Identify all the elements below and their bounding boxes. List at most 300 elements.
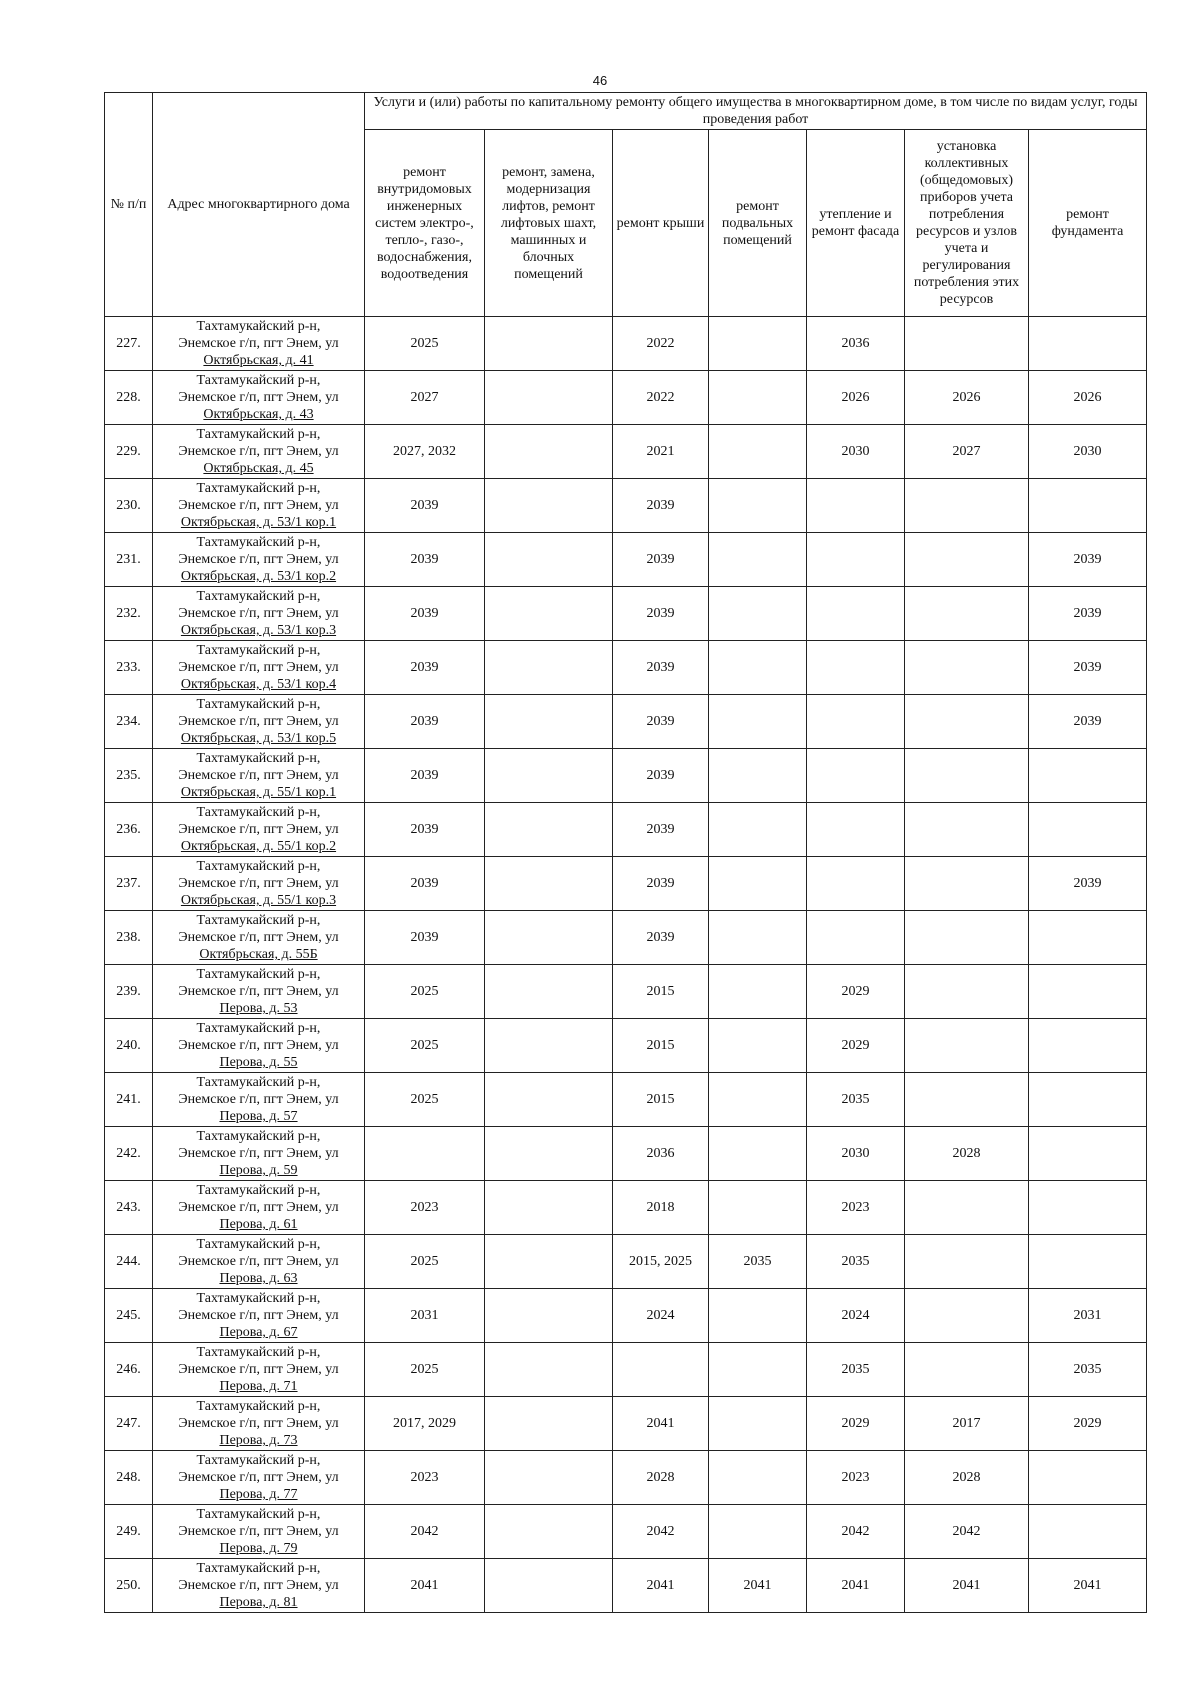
cell-basement — [709, 1127, 807, 1181]
address-line: Энемское г/п, пгт Энем, ул — [178, 660, 339, 675]
header-foundation: ремонт фундамента — [1029, 130, 1147, 317]
address-line: Тахтамукайский р-н, — [196, 1021, 321, 1036]
address-line: Перова, д. 63 — [219, 1271, 298, 1286]
row-number: 250. — [105, 1559, 153, 1613]
cell-engineering-systems: 2025 — [365, 965, 485, 1019]
row-address — [153, 641, 365, 695]
cell-facade — [807, 857, 905, 911]
table-row — [105, 965, 1147, 1019]
cell-foundation: 2039 — [1029, 641, 1147, 695]
cell-elevators — [485, 1289, 613, 1343]
address-line: Энемское г/п, пгт Энем, ул — [178, 498, 339, 513]
table-row — [105, 1235, 1147, 1289]
address-line: Энемское г/п, пгт Энем, ул — [178, 1308, 339, 1323]
row-number: 238. — [105, 911, 153, 965]
row-address — [153, 1073, 365, 1127]
table-row — [105, 911, 1147, 965]
address-line: Энемское г/п, пгт Энем, ул — [178, 1470, 339, 1485]
address-line: Энемское г/п, пгт Энем, ул — [178, 606, 339, 621]
row-number: 246. — [105, 1343, 153, 1397]
cell-foundation — [1029, 1181, 1147, 1235]
cell-facade: 2029 — [807, 965, 905, 1019]
address-line: Энемское г/п, пгт Энем, ул — [178, 1146, 339, 1161]
cell-foundation: 2029 — [1029, 1397, 1147, 1451]
address-line: Перова, д. 55 — [219, 1055, 298, 1070]
cell-meters — [905, 911, 1029, 965]
cell-foundation — [1029, 803, 1147, 857]
cell-roof: 2024 — [613, 1289, 709, 1343]
cell-elevators — [485, 803, 613, 857]
row-address — [153, 479, 365, 533]
row-address — [153, 1235, 365, 1289]
cell-elevators — [485, 371, 613, 425]
row-address — [153, 1127, 365, 1181]
row-number: 229. — [105, 425, 153, 479]
address-line: Октябрьская, д. 55/1 кор.2 — [180, 839, 337, 854]
address-line: Энемское г/п, пгт Энем, ул — [178, 1254, 339, 1269]
header-basement: ремонт подвальных помещений — [709, 130, 807, 317]
table-row — [105, 641, 1147, 695]
cell-foundation — [1029, 1505, 1147, 1559]
cell-elevators — [485, 1559, 613, 1613]
cell-meters — [905, 533, 1029, 587]
row-number: 245. — [105, 1289, 153, 1343]
cell-facade — [807, 587, 905, 641]
address-line: Тахтамукайский р-н, — [196, 1183, 321, 1198]
cell-basement — [709, 965, 807, 1019]
header-facade: утепление и ремонт фасада — [807, 130, 905, 317]
cell-meters: 2027 — [905, 425, 1029, 479]
cell-foundation — [1029, 1127, 1147, 1181]
table-body — [105, 317, 1147, 1613]
address-line: Тахтамукайский р-н, — [196, 643, 321, 658]
cell-meters — [905, 479, 1029, 533]
cell-elevators — [485, 1397, 613, 1451]
cell-elevators — [485, 1019, 613, 1073]
row-number: 244. — [105, 1235, 153, 1289]
header-address: Адрес многоквартирного дома — [153, 93, 365, 317]
address-line: Энемское г/п, пгт Энем, ул — [178, 444, 339, 459]
cell-foundation: 2039 — [1029, 857, 1147, 911]
address-line: Энемское г/п, пгт Энем, ул — [178, 1038, 339, 1053]
cell-basement: 2041 — [709, 1559, 807, 1613]
cell-foundation — [1029, 479, 1147, 533]
cell-meters: 2026 — [905, 371, 1029, 425]
address-line: Перова, д. 53 — [219, 1001, 298, 1016]
table-row — [105, 1397, 1147, 1451]
cell-facade — [807, 911, 905, 965]
row-number: 235. — [105, 749, 153, 803]
row-number: 228. — [105, 371, 153, 425]
cell-meters — [905, 1181, 1029, 1235]
cell-elevators — [485, 1073, 613, 1127]
header-num: № п/п — [105, 93, 153, 317]
cell-roof — [613, 1343, 709, 1397]
cell-roof: 2042 — [613, 1505, 709, 1559]
cell-meters — [905, 1019, 1029, 1073]
address-line: Октябрьская, д. 45 — [203, 461, 314, 476]
address-line: Тахтамукайский р-н, — [196, 859, 321, 874]
table-row — [105, 371, 1147, 425]
cell-foundation — [1029, 1073, 1147, 1127]
cell-basement — [709, 1019, 807, 1073]
cell-engineering-systems: 2039 — [365, 533, 485, 587]
address-line: Тахтамукайский р-н, — [196, 535, 321, 550]
row-number: 237. — [105, 857, 153, 911]
row-number: 239. — [105, 965, 153, 1019]
cell-engineering-systems: 2039 — [365, 695, 485, 749]
table-row — [105, 857, 1147, 911]
cell-facade — [807, 533, 905, 587]
cell-engineering-systems: 2023 — [365, 1181, 485, 1235]
cell-engineering-systems: 2027, 2032 — [365, 425, 485, 479]
row-address — [153, 965, 365, 1019]
address-line: Энемское г/п, пгт Энем, ул — [178, 552, 339, 567]
row-address — [153, 857, 365, 911]
cell-meters: 2042 — [905, 1505, 1029, 1559]
cell-basement: 2035 — [709, 1235, 807, 1289]
address-line: Тахтамукайский р-н, — [196, 1237, 321, 1252]
cell-roof: 2028 — [613, 1451, 709, 1505]
cell-facade — [807, 749, 905, 803]
cell-roof: 2036 — [613, 1127, 709, 1181]
cell-facade — [807, 803, 905, 857]
table-row — [105, 1289, 1147, 1343]
address-line: Тахтамукайский р-н, — [196, 1075, 321, 1090]
address-line: Перова, д. 59 — [219, 1163, 298, 1178]
cell-elevators — [485, 1235, 613, 1289]
cell-meters: 2028 — [905, 1127, 1029, 1181]
cell-engineering-systems: 2025 — [365, 1235, 485, 1289]
address-line: Энемское г/п, пгт Энем, ул — [178, 822, 339, 837]
row-number: 236. — [105, 803, 153, 857]
table-row — [105, 1181, 1147, 1235]
row-number: 248. — [105, 1451, 153, 1505]
table-row — [105, 479, 1147, 533]
cell-engineering-systems: 2039 — [365, 749, 485, 803]
table-row — [105, 749, 1147, 803]
row-address — [153, 695, 365, 749]
cell-foundation: 2030 — [1029, 425, 1147, 479]
cell-basement — [709, 479, 807, 533]
cell-roof: 2039 — [613, 587, 709, 641]
address-line: Октябрьская, д. 53/1 кор.1 — [180, 515, 337, 530]
cell-roof: 2015, 2025 — [613, 1235, 709, 1289]
cell-elevators — [485, 533, 613, 587]
cell-basement — [709, 641, 807, 695]
cell-facade: 2029 — [807, 1397, 905, 1451]
address-line: Перова, д. 79 — [219, 1541, 298, 1556]
address-line: Энемское г/п, пгт Энем, ул — [178, 876, 339, 891]
cell-engineering-systems: 2025 — [365, 317, 485, 371]
cell-roof: 2039 — [613, 911, 709, 965]
cell-elevators — [485, 425, 613, 479]
row-address — [153, 1559, 365, 1613]
cell-facade: 2030 — [807, 1127, 905, 1181]
cell-engineering-systems: 2039 — [365, 803, 485, 857]
address-line: Энемское г/п, пгт Энем, ул — [178, 1524, 339, 1539]
address-line: Октябрьская, д. 53/1 кор.5 — [180, 731, 337, 746]
cell-engineering-systems: 2027 — [365, 371, 485, 425]
cell-foundation — [1029, 317, 1147, 371]
address-line: Перова, д. 61 — [219, 1217, 298, 1232]
address-line: Тахтамукайский р-н, — [196, 967, 321, 982]
address-line: Тахтамукайский р-н, — [196, 373, 321, 388]
cell-engineering-systems: 2025 — [365, 1019, 485, 1073]
cell-basement — [709, 1343, 807, 1397]
address-line: Перова, д. 57 — [219, 1109, 298, 1124]
cell-foundation: 2031 — [1029, 1289, 1147, 1343]
address-line: Перова, д. 77 — [219, 1487, 298, 1502]
cell-meters: 2028 — [905, 1451, 1029, 1505]
address-line: Тахтамукайский р-н, — [196, 913, 321, 928]
address-line: Энемское г/п, пгт Энем, ул — [178, 714, 339, 729]
cell-roof: 2018 — [613, 1181, 709, 1235]
table-row — [105, 803, 1147, 857]
cell-elevators — [485, 587, 613, 641]
cell-facade: 2035 — [807, 1343, 905, 1397]
header-services-group: Услуги и (или) работы по капитальному ремонту общего имущества в многоквартирном доме, в том числе по видам услуг, годы проведения работ — [365, 93, 1147, 130]
address-line: Октябрьская, д. 53/1 кор.3 — [180, 623, 337, 638]
cell-engineering-systems: 2039 — [365, 587, 485, 641]
table-row — [105, 1451, 1147, 1505]
cell-meters — [905, 803, 1029, 857]
cell-facade: 2023 — [807, 1181, 905, 1235]
cell-basement — [709, 317, 807, 371]
cell-basement — [709, 911, 807, 965]
cell-foundation: 2039 — [1029, 695, 1147, 749]
cell-basement — [709, 1505, 807, 1559]
cell-basement — [709, 533, 807, 587]
row-number: 227. — [105, 317, 153, 371]
cell-elevators — [485, 911, 613, 965]
address-line: Тахтамукайский р-н, — [196, 427, 321, 442]
page-number: 46 — [592, 73, 608, 88]
address-line: Октябрьская, д. 55Б — [199, 947, 318, 962]
cell-foundation: 2035 — [1029, 1343, 1147, 1397]
cell-foundation: 2039 — [1029, 533, 1147, 587]
cell-engineering-systems: 2039 — [365, 857, 485, 911]
cell-meters — [905, 1343, 1029, 1397]
cell-facade: 2042 — [807, 1505, 905, 1559]
row-address — [153, 317, 365, 371]
address-line: Тахтамукайский р-н, — [196, 319, 321, 334]
table-row — [105, 1073, 1147, 1127]
row-address — [153, 1343, 365, 1397]
cell-basement — [709, 1451, 807, 1505]
address-line: Тахтамукайский р-н, — [196, 1345, 321, 1360]
address-line: Энемское г/п, пгт Энем, ул — [178, 984, 339, 999]
address-line: Октябрьская, д. 55/1 кор.3 — [180, 893, 337, 908]
cell-roof: 2039 — [613, 479, 709, 533]
row-number: 232. — [105, 587, 153, 641]
cell-engineering-systems — [365, 1127, 485, 1181]
row-number: 240. — [105, 1019, 153, 1073]
cell-facade: 2030 — [807, 425, 905, 479]
cell-basement — [709, 1073, 807, 1127]
cell-facade: 2036 — [807, 317, 905, 371]
address-line: Октябрьская, д. 43 — [203, 407, 314, 422]
cell-elevators — [485, 317, 613, 371]
row-address — [153, 1397, 365, 1451]
cell-basement — [709, 1397, 807, 1451]
address-line: Энемское г/п, пгт Энем, ул — [178, 1416, 339, 1431]
table-row — [105, 587, 1147, 641]
cell-engineering-systems: 2041 — [365, 1559, 485, 1613]
table-row — [105, 1019, 1147, 1073]
address-line: Тахтамукайский р-н, — [196, 1561, 321, 1576]
cell-elevators — [485, 695, 613, 749]
cell-elevators — [485, 857, 613, 911]
row-number: 231. — [105, 533, 153, 587]
row-number: 234. — [105, 695, 153, 749]
cell-basement — [709, 371, 807, 425]
cell-foundation — [1029, 911, 1147, 965]
cell-facade: 2023 — [807, 1451, 905, 1505]
cell-meters — [905, 1235, 1029, 1289]
cell-basement — [709, 1289, 807, 1343]
cell-engineering-systems: 2039 — [365, 911, 485, 965]
cell-roof: 2022 — [613, 371, 709, 425]
cell-meters — [905, 965, 1029, 1019]
cell-roof: 2039 — [613, 857, 709, 911]
address-line: Энемское г/п, пгт Энем, ул — [178, 336, 339, 351]
cell-elevators — [485, 1127, 613, 1181]
address-line: Октябрьская, д. 53/1 кор.4 — [180, 677, 337, 692]
row-address — [153, 911, 365, 965]
cell-roof: 2039 — [613, 533, 709, 587]
cell-foundation: 2041 — [1029, 1559, 1147, 1613]
table-row — [105, 1343, 1147, 1397]
row-address — [153, 587, 365, 641]
cell-engineering-systems: 2017, 2029 — [365, 1397, 485, 1451]
cell-meters — [905, 857, 1029, 911]
cell-engineering-systems: 2031 — [365, 1289, 485, 1343]
row-address — [153, 1505, 365, 1559]
cell-roof: 2039 — [613, 749, 709, 803]
row-address — [153, 803, 365, 857]
address-line: Перова, д. 67 — [219, 1325, 298, 1340]
row-address — [153, 1289, 365, 1343]
address-line: Тахтамукайский р-н, — [196, 751, 321, 766]
cell-facade: 2026 — [807, 371, 905, 425]
cell-roof: 2015 — [613, 1073, 709, 1127]
cell-meters — [905, 317, 1029, 371]
cell-basement — [709, 695, 807, 749]
table-row — [105, 1505, 1147, 1559]
row-address — [153, 425, 365, 479]
row-number: 243. — [105, 1181, 153, 1235]
cell-foundation — [1029, 1451, 1147, 1505]
header-engineering-systems: ремонт внутридомовых инженерных систем электро-, тепло-, газо-, водоснабжения, водоотведения — [365, 130, 485, 317]
cell-engineering-systems: 2039 — [365, 641, 485, 695]
cell-roof: 2041 — [613, 1559, 709, 1613]
cell-foundation: 2026 — [1029, 371, 1147, 425]
cell-roof: 2022 — [613, 317, 709, 371]
cell-facade: 2041 — [807, 1559, 905, 1613]
address-line: Энемское г/п, пгт Энем, ул — [178, 930, 339, 945]
cell-foundation — [1029, 965, 1147, 1019]
address-line: Тахтамукайский р-н, — [196, 1453, 321, 1468]
header-meters: установка коллективных (общедомовых) приборов учета потребления ресурсов и узлов учета и регулирования потребления этих ресурсов — [905, 130, 1029, 317]
cell-facade: 2035 — [807, 1235, 905, 1289]
cell-basement — [709, 749, 807, 803]
cell-meters — [905, 749, 1029, 803]
cell-meters: 2017 — [905, 1397, 1029, 1451]
cell-elevators — [485, 1451, 613, 1505]
address-line: Энемское г/п, пгт Энем, ул — [178, 1200, 339, 1215]
table-row — [105, 425, 1147, 479]
row-number: 249. — [105, 1505, 153, 1559]
address-line: Энемское г/п, пгт Энем, ул — [178, 1362, 339, 1377]
cell-meters — [905, 1073, 1029, 1127]
table-row — [105, 533, 1147, 587]
cell-basement — [709, 857, 807, 911]
cell-roof: 2039 — [613, 803, 709, 857]
address-line: Тахтамукайский р-н, — [196, 805, 321, 820]
cell-meters — [905, 1289, 1029, 1343]
cell-foundation — [1029, 1235, 1147, 1289]
cell-roof: 2021 — [613, 425, 709, 479]
cell-roof: 2041 — [613, 1397, 709, 1451]
cell-basement — [709, 803, 807, 857]
cell-elevators — [485, 641, 613, 695]
address-line: Октябрьская, д. 53/1 кор.2 — [180, 569, 337, 584]
cell-roof: 2039 — [613, 695, 709, 749]
row-address — [153, 749, 365, 803]
row-address — [153, 1019, 365, 1073]
table-row — [105, 1127, 1147, 1181]
cell-facade: 2024 — [807, 1289, 905, 1343]
cell-facade: 2029 — [807, 1019, 905, 1073]
cell-elevators — [485, 1343, 613, 1397]
address-line: Энемское г/п, пгт Энем, ул — [178, 390, 339, 405]
header-roof: ремонт крыши — [613, 130, 709, 317]
cell-roof: 2015 — [613, 1019, 709, 1073]
cell-foundation: 2039 — [1029, 587, 1147, 641]
table-row — [105, 1559, 1147, 1613]
cell-facade — [807, 695, 905, 749]
cell-meters — [905, 641, 1029, 695]
table-row — [105, 695, 1147, 749]
address-line: Перова, д. 73 — [219, 1433, 298, 1448]
cell-roof: 2015 — [613, 965, 709, 1019]
address-line: Тахтамукайский р-н, — [196, 589, 321, 604]
cell-meters: 2041 — [905, 1559, 1029, 1613]
cell-roof: 2039 — [613, 641, 709, 695]
cell-facade: 2035 — [807, 1073, 905, 1127]
address-line: Энемское г/п, пгт Энем, ул — [178, 768, 339, 783]
cell-elevators — [485, 1505, 613, 1559]
row-address — [153, 371, 365, 425]
row-number: 233. — [105, 641, 153, 695]
cell-engineering-systems: 2039 — [365, 479, 485, 533]
address-line: Тахтамукайский р-н, — [196, 697, 321, 712]
row-number: 230. — [105, 479, 153, 533]
cell-foundation — [1029, 749, 1147, 803]
address-line: Перова, д. 81 — [219, 1595, 298, 1610]
address-line: Октябрьская, д. 41 — [203, 353, 314, 368]
address-line: Тахтамукайский р-н, — [196, 481, 321, 496]
row-address — [153, 533, 365, 587]
capital-repair-table — [104, 92, 1147, 1613]
cell-elevators — [485, 1181, 613, 1235]
cell-meters — [905, 695, 1029, 749]
cell-basement — [709, 425, 807, 479]
cell-basement — [709, 587, 807, 641]
cell-elevators — [485, 749, 613, 803]
address-line: Энемское г/п, пгт Энем, ул — [178, 1578, 339, 1593]
